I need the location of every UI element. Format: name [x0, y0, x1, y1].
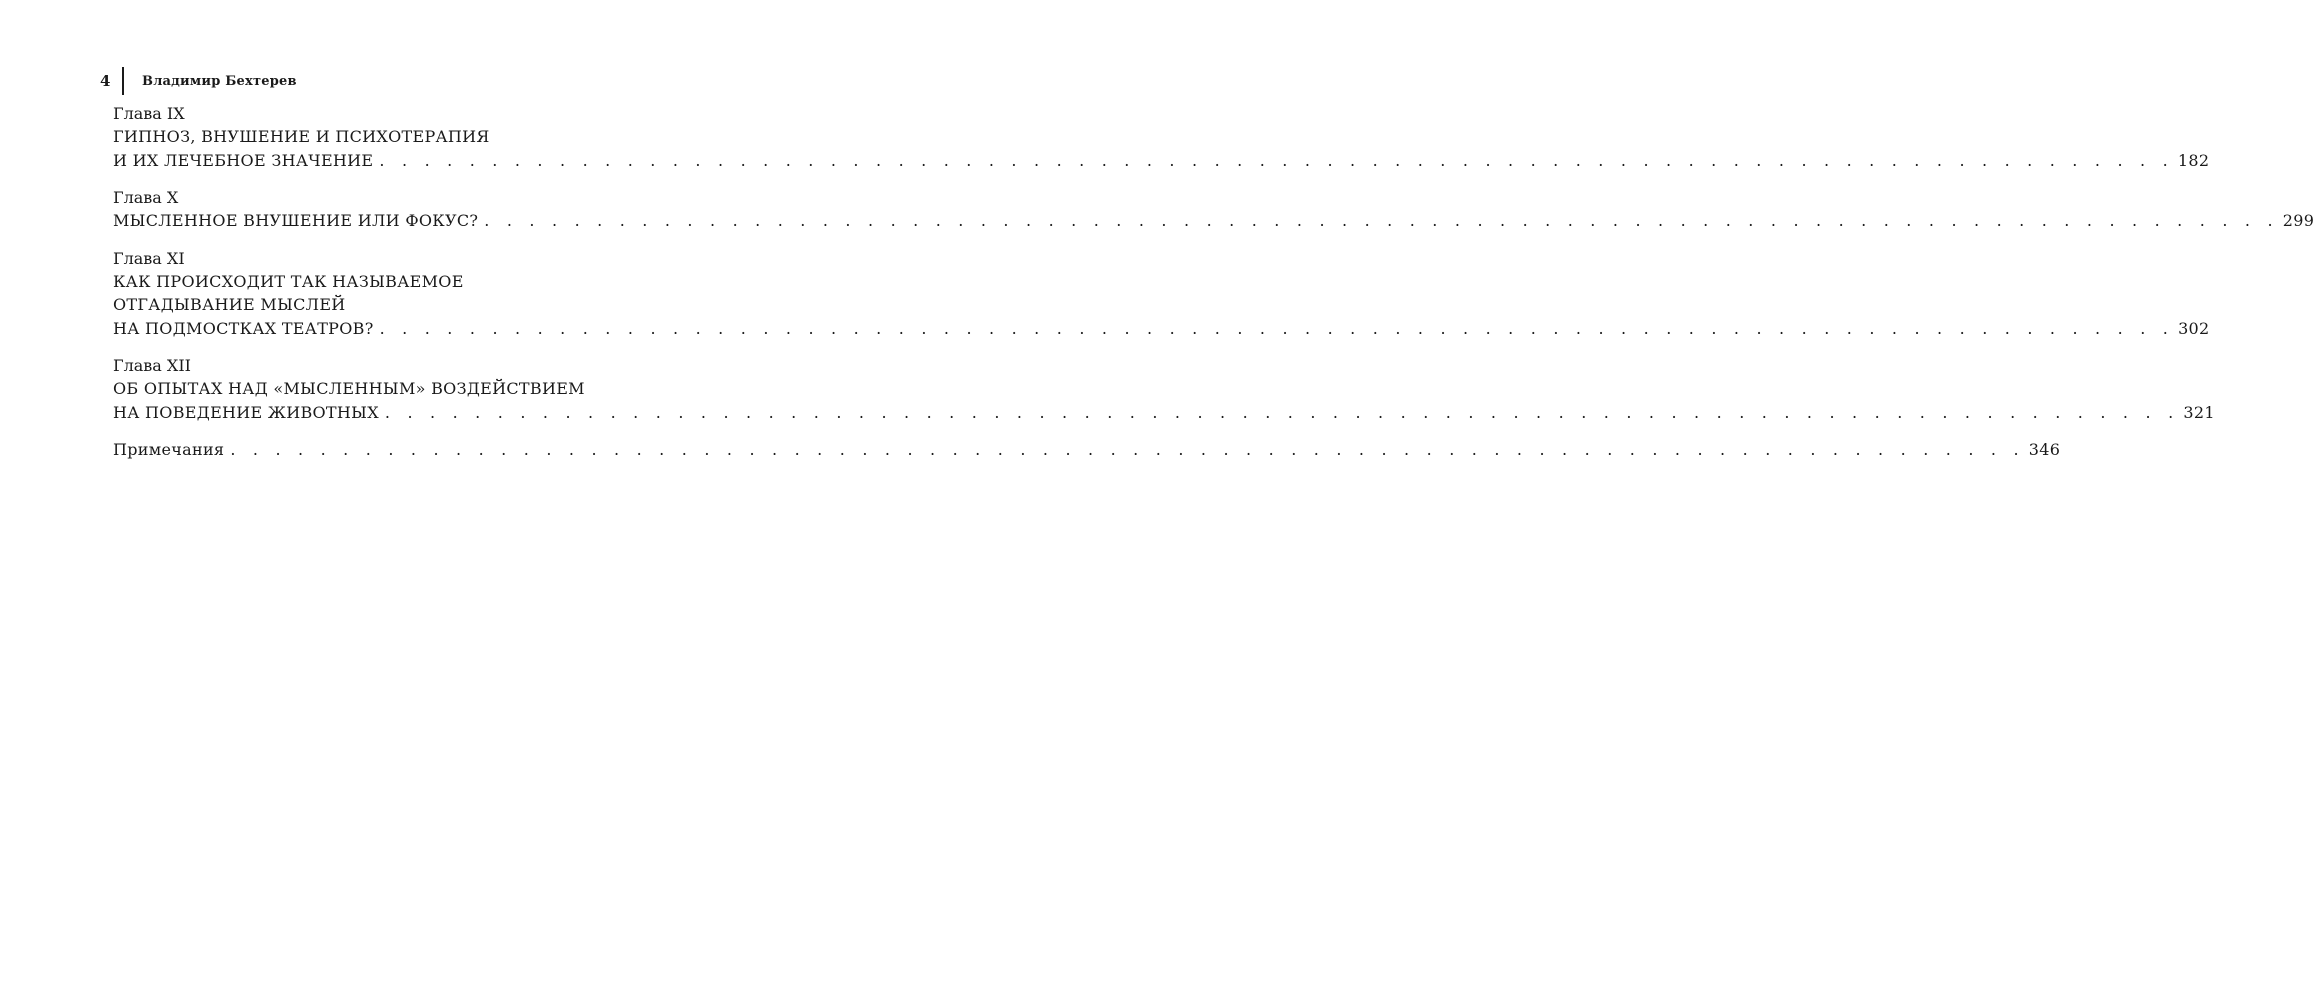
chapter-title-line: ГИПНОЗ, ВНУШЕНИЕ И ПСИХОТЕРАПИЯ [113, 127, 490, 146]
toc-line-with-page [113, 401, 2215, 425]
toc-line-with-page [113, 149, 2210, 173]
toc-entry [113, 354, 2215, 424]
toc-line-with-page [113, 317, 2210, 341]
author-name: Владимир Бехтерев [142, 73, 297, 89]
toc-entry [113, 247, 2210, 341]
toc-entry [113, 102, 2210, 172]
table-of-contents [113, 102, 2314, 476]
page-reference: 321 [2183, 402, 2215, 422]
chapter-title-line: КАК ПРОИСХОДИТ ТАК НАЗЫВАЕМОЕ [113, 271, 464, 291]
page-reference: 299 [2282, 211, 2314, 230]
chapter-label: Глава X [113, 188, 179, 207]
page-reference: 182 [2177, 150, 2210, 170]
chapter-label: Глава IX [113, 104, 185, 123]
dot-leader: . . . . . . . . . . . . . . . . . . . . . . . . . . . . . . . . . . . . . . . . . . . . . . . . . . . . . . . . . . . . . . . . . . . . . . . . . . . . . . . . [384, 402, 2180, 422]
dot-leader: . . . . . . . . . . . . . . . . . . . . . . . . . . . . . . . . . . . . . . . . . . . . . . . . . . . . . . . . . . . . . . . . . . . . . . . . . . . . . . . . [379, 150, 2174, 170]
chapter-label: Глава XI [113, 248, 185, 268]
dot-leader: . . . . . . . . . . . . . . . . . . . . . . . . . . . . . . . . . . . . . . . . . . . . . . . . . . . . . . . . . . . . . . . . . . . . . . . . . . . . . . . . [379, 318, 2175, 338]
toc-line-with-page [113, 209, 2314, 233]
dot-leader: . . . . . . . . . . . . . . . . . . . . . . . . . . . . . . . . . . . . . . . . . . . . . . . . . . . . . . . . . . . . . . . . . . . . . . . . . . . . . . . . [484, 211, 2279, 230]
chapter-title-line: НА ПОВЕДЕНИЕ ЖИВОТНЫХ [113, 402, 379, 422]
toc-line-with-page [113, 438, 2061, 462]
toc-entry [113, 186, 2314, 233]
toc-entry [113, 438, 2061, 462]
page-reference: 302 [2178, 318, 2210, 338]
chapter-title-line: И ИХ ЛЕЧЕБНОЕ ЗНАЧЕНИЕ [113, 150, 374, 170]
page-number: 4 [100, 72, 111, 90]
dot-leader: . . . . . . . . . . . . . . . . . . . . . . . . . . . . . . . . . . . . . . . . . . . . . . . . . . . . . . . . . . . . . . . . . . . . . . . . . . . . . . . . [230, 440, 2025, 459]
running-head [100, 66, 297, 96]
chapter-title-line: НА ПОДМОСТКАХ ТЕАТРОВ? [113, 318, 374, 338]
page-reference: 346 [2028, 440, 2061, 459]
chapter-title-line: ОТГАДЫВАНИЕ МЫСЛЕЙ [113, 295, 346, 314]
chapter-title-line: МЫСЛЕННОЕ ВНУШЕНИЕ ИЛИ ФОКУС? [113, 211, 479, 230]
chapter-title-line: Примечания [113, 440, 225, 459]
chapter-title-line: ОБ ОПЫТАХ НАД «МЫСЛЕННЫМ» ВОЗДЕЙСТВИЕМ [113, 379, 585, 398]
header-divider [122, 67, 124, 95]
chapter-label: Глава XII [113, 356, 191, 375]
